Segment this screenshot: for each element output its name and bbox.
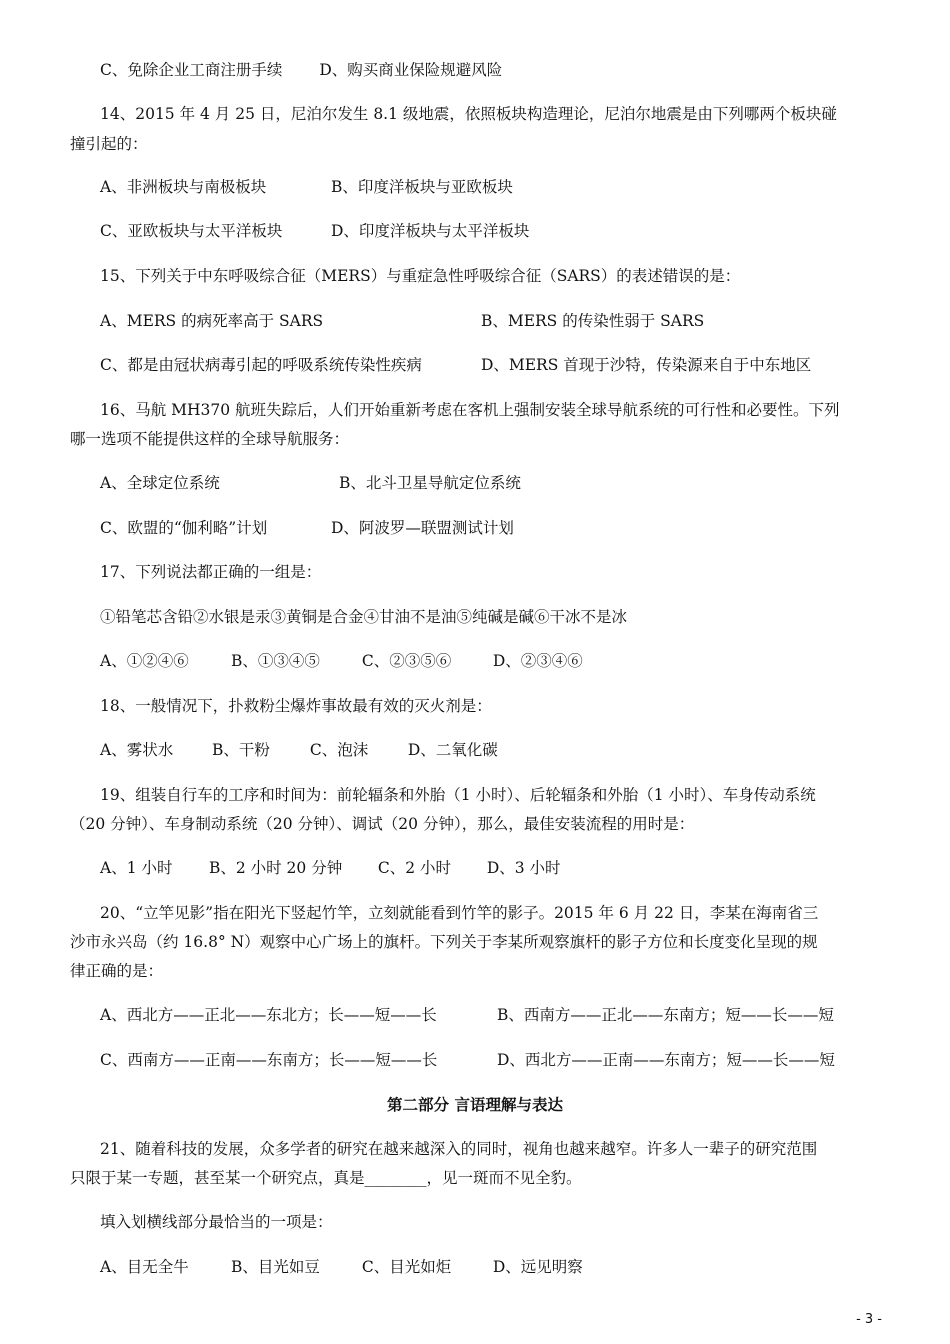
q13-option-d: D、购买商业保险规避风险 <box>319 61 503 79</box>
q14-option-b: B、印度洋板块与亚欧板块 <box>330 178 513 196</box>
q17-options <box>100 651 583 671</box>
q21-prompt: 填入划横线部分最恰当的一项是： <box>100 1213 333 1231</box>
q19-options <box>100 858 561 878</box>
q20-options-cd <box>100 1050 835 1070</box>
q17-option-a: A、①②④⑥ <box>100 652 189 670</box>
q14-stem-line2: 撞引起的： <box>70 135 148 153</box>
q17-statements: ①铅笔芯含铅②水银是汞③黄铜是合金④甘油不是油⑤纯碱是碱⑥干冰不是冰 <box>100 608 628 626</box>
q17-option-c: C、②③⑤⑥ <box>361 652 452 670</box>
section-title: 第二部分 言语理解与表达 <box>387 1095 563 1114</box>
q21-options <box>100 1257 583 1277</box>
q17-option-b: B、①③④⑤ <box>230 652 320 670</box>
q19-option-c: C、2 小时 <box>377 859 452 877</box>
q15-option-c: C、都是由冠状病毒引起的呼吸系统传染性疾病 <box>100 356 422 374</box>
q19-option-a: A、1 小时 <box>100 859 173 877</box>
q20-stem-line3: 律正确的是： <box>70 962 164 980</box>
q16-stem-line1: 16、马航 MH370 航班失踪后，人们开始重新考虑在客机上强制安装全球导航系统的可行性和必要性。下列 <box>100 401 840 419</box>
q18-stem: 18、一般情况下，扑救粉尘爆炸事故最有效的灭火剂是： <box>100 697 492 715</box>
q18-option-d: D、二氧化碳 <box>407 741 498 759</box>
q15-options-ab <box>100 311 704 331</box>
q15-stem: 15、下列关于中东呼吸综合征（MERS）与重症急性呼吸综合征（SARS）的表述错误的是： <box>100 267 741 285</box>
q14-option-d: D、印度洋板块与太平洋板块 <box>330 222 530 240</box>
q16-option-c: C、欧盟的“伽利略”计划 <box>100 519 268 537</box>
q14-option-a: A、非洲板块与南极板块 <box>100 178 267 196</box>
q20-stem-line1: 20、“立竿见影”指在阳光下竖起竹竿，立刻就能看到竹竿的影子。2015 年 6 月 22 日，李某在海南省三 <box>100 904 819 922</box>
q18-option-b: B、干粉 <box>211 741 270 759</box>
q20-options-ab <box>100 1005 834 1025</box>
q13-options-cd <box>100 60 502 80</box>
page-number: - 3 - <box>856 1312 882 1327</box>
q15-option-b: B、MERS 的传染性弱于 SARS <box>480 312 705 330</box>
q21-stem-line1: 21、随着科技的发展，众多学者的研究在越来越深入的同时，视角也越来越窄。许多人一辈子的研究范围 <box>100 1140 818 1158</box>
q14-options-ab <box>100 177 513 197</box>
q20-stem-line2: 沙市永兴岛（约 16.8° N）观察中心广场上的旗杆。下列关于李某所观察旗杆的影子方位和长度变化呈现的规 <box>70 933 818 951</box>
q18-option-a: A、雾状水 <box>100 741 174 759</box>
q21-option-c: C、目光如炬 <box>361 1258 452 1276</box>
q18-option-c: C、泡沫 <box>309 741 369 759</box>
q15-options-cd <box>100 355 811 375</box>
q14-stem-line1: 14、2015 年 4 月 25 日，尼泊尔发生 8.1 级地震，依照板块构造理论，尼泊尔地震是由下列哪两个板块碰 <box>100 105 837 123</box>
q19-stem-line2: （20 分钟）、车身制动系统（20 分钟）、调试（20 分钟），那么，最佳安装流程的用时是： <box>70 815 695 833</box>
q14-option-c: C、亚欧板块与太平洋板块 <box>100 222 283 240</box>
q17-stem: 17、下列说法都正确的一组是： <box>100 563 322 581</box>
q14-options-cd <box>100 221 529 241</box>
q21-option-d: D、远见明察 <box>492 1258 583 1276</box>
q15-option-d: D、MERS 首现于沙特，传染源来自于中东地区 <box>480 356 812 374</box>
q13-option-c: C、免除企业工商注册手续 <box>100 61 283 79</box>
q20-option-a: A、西北方——正北——东北方；长——短——长 <box>100 1006 437 1024</box>
q20-option-b: B、西南方——正北——东南方；短——长——短 <box>496 1006 834 1024</box>
q17-option-d: D、②③④⑥ <box>492 652 583 670</box>
q20-option-d: D、西北方——正南——东南方；短——长——短 <box>496 1051 835 1069</box>
q21-option-a: A、目无全牛 <box>100 1258 189 1276</box>
q16-option-d: D、阿波罗—联盟测试计划 <box>330 519 514 537</box>
q16-option-b: B、北斗卫星导航定位系统 <box>338 474 521 492</box>
q16-stem-line2: 哪一选项不能提供这样的全球导航服务： <box>70 430 350 448</box>
q20-option-c: C、西南方——正南——东南方；长——短——长 <box>100 1051 438 1069</box>
q19-stem-line1: 19、组装自行车的工序和时间为：前轮辐条和外胎（1 小时）、后轮辐条和外胎（1 小时）、车身传动系统 <box>100 786 816 804</box>
q21-option-b: B、目光如豆 <box>230 1258 320 1276</box>
q15-option-a: A、MERS 的病死率高于 SARS <box>100 312 324 330</box>
q16-option-a: A、全球定位系统 <box>100 474 220 492</box>
q16-options-cd <box>100 518 514 538</box>
q16-options-ab <box>100 473 521 493</box>
q21-stem-line2: 只限于某一专题，甚至某一个研究点，真是________，见一斑而不见全豹。 <box>70 1169 582 1187</box>
q19-option-b: B、2 小时 20 分钟 <box>208 859 343 877</box>
q19-option-d: D、3 小时 <box>486 859 561 877</box>
q18-options <box>100 740 498 760</box>
